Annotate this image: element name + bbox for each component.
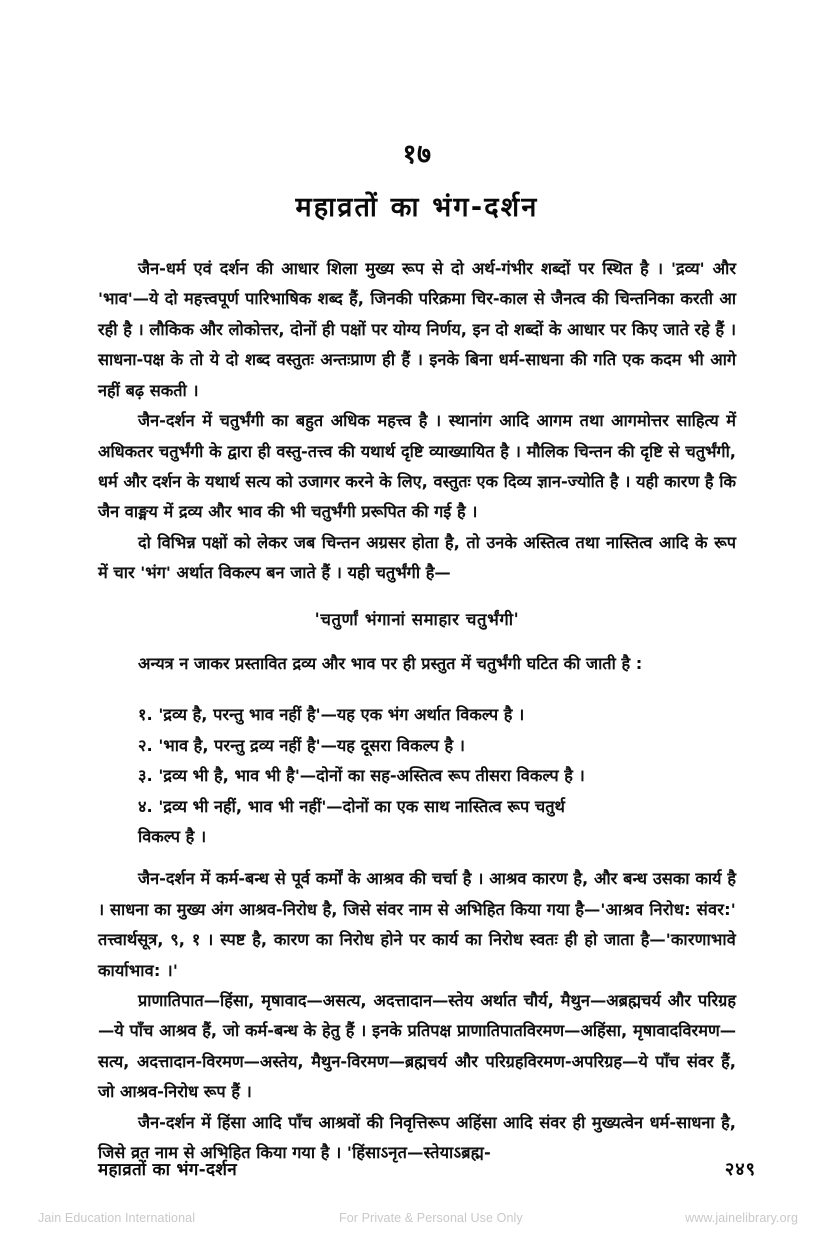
- body-text-block: [98, 254, 736, 1168]
- paragraph-7-text: जैन-दर्शन में हिंसा आदि पाँच आश्रवों की निवृत्तिरूप अहिंसा आदि संवर ही मुख्यत्वेन धर्म-साधना है, जिसे व्रत नाम से अभिहित किया गया है ।: [98, 1112, 736, 1163]
- chapter-title: महाव्रतों का भंग-दर्शन: [295, 191, 539, 223]
- paragraph-3: दो विभिन्न पक्षों को लेकर जब चिन्तन अग्रसर होता है, तो उनके अस्तित्व तथा नास्तित्व आदि के रूप में चार 'भंग' अर्थात विकल्प बन जाते हैं । यही चतुर्भंगी है—: [98, 532, 736, 583]
- paragraph-5-text-b: तत्त्वार्थसूत्र, ९, १ । स्पष्ट है, कारण का निरोध होने पर कार्य का निरोध स्वतः ही हो जाता है—: [98, 930, 666, 950]
- scan-watermark-bar: [0, 1205, 828, 1231]
- paragraph-4: अन्यत्र न जाकर प्रस्तावित द्रव्य और भाव पर ही प्रस्तुत में चतुर्भंगी घटित की जाती है :: [138, 653, 643, 673]
- folio-page-number: २४९: [724, 1159, 756, 1180]
- spacer: [98, 679, 736, 686]
- footer-running-title: महाव्रतों का भंग-दर्शन: [98, 1160, 237, 1180]
- list-item: ४. 'द्रव्य भी नहीं, भाव भी नहीं'—दोनों का एक साथ नास्तित्व रूप चतुर्थ: [138, 796, 565, 816]
- chapter-number: १७: [402, 139, 432, 170]
- chaturbhangi-list: [98, 700, 736, 822]
- sanskrit-quote-asrava-nirodha: 'आश्रव निरोध: संवर:': [600, 899, 736, 919]
- list-item-continuation: विकल्प है ।: [138, 826, 207, 846]
- watermark-website-url: www.jainelibrary.org: [685, 1211, 798, 1225]
- list-item: २. 'भाव है, परन्तु द्रव्य नहीं है'—यह दूसरा विकल्प है ।: [138, 735, 465, 755]
- paragraph-6: प्राणातिपात—हिंसा, मृषावाद—असत्य, अदत्तादान—स्तेय अर्थात चौर्य, मैथुन—अब्रह्मचर्य और परिग्रह—ये पाँच आश्रव हैं, जो कर्म-बन्ध के हेतु हैं । इनके प्रतिपक्ष प्राणातिपातविरमण—अहिंसा, मृषावादविरमण—सत्य, अदत्तादान-विरमण—अस्तेय, मैथुन-विरमण—ब्रह्मचर्य और परिग्रहविरमण-अपरिग्रह—ये पाँच संवर हैं, जो आश्रव-निरोध रूप हैं ।: [98, 991, 736, 1102]
- running-footer: [98, 1157, 756, 1181]
- centered-sanskrit-quote: 'चतुर्णां भंगानां समाहार चतुर्भंगी': [314, 609, 520, 629]
- sanskrit-quote-karanabhave: 'कारणाभावे कार्याभाव: ।': [98, 930, 736, 980]
- paragraph-5-text-a: जैन-दर्शन में कर्म-बन्ध से पूर्व कर्मों के आश्रव की चर्चा है । आश्रव कारण है, और बन्ध उसका कार्य है । साधना का मुख्य अंग आश्रव-निरोध है, जिसे संवर नाम से अभिहित किया गया है—: [98, 869, 736, 919]
- paragraph-1: जैन-धर्म एवं दर्शन की आधार शिला मुख्य रूप से दो अर्थ-गंभीर शब्दों पर स्थित है । 'द्रव्य' और 'भाव'—ये दो महत्त्वपूर्ण पारिभाषिक शब्द हैं, जिनकी परिक्रमा चिर-काल से जैनत्व की चिन्तनिका करती आ रही है । लौकिक और लोकोत्तर, दोनों ही पक्षों पर योग्य निर्णय, इन दो शब्दों के आधार पर किए जाते रहे हैं । साधना-पक्ष के तो ये दो शब्द वस्तुतः अन्तःप्राण ही हैं । इनके बिना धर्म-साधना की गति एक कदम भी आगे नहीं बढ़ सकती ।: [98, 259, 736, 400]
- spacer: [98, 852, 736, 864]
- watermark-organization: Jain Education International: [38, 1211, 196, 1225]
- paragraph-5: [98, 864, 736, 986]
- watermark-usage-notice: For Private & Personal Use Only: [339, 1211, 523, 1225]
- sanskrit-quote-himsanrita: 'हिंसाऽनृत—स्तेयाऽब्रह्म-: [346, 1143, 491, 1163]
- paragraph-2: जैन-दर्शन में चतुर्भंगी का बहुत अधिक महत्त्व है । स्थानांग आदि आगम तथा आगमोत्तर साहित्य में अधिकतर चतुर्भंगी के द्वारा ही वस्तु-तत्त्व की यथार्थ दृष्टि व्याख्यायित है । मौलिक चिन्तन की दृष्टि से चतुर्भंगी, धर्म और दर्शन के यथार्थ सत्य को उजागर करने के लिए, वस्तुतः एक दिव्य ज्ञान-ज्योति है । यही कारण है कि जैन वाङ्मय में द्रव्य और भाव की भी चतुर्भंगी प्ररूपित की गई है ।: [98, 411, 736, 522]
- page-content-column: [98, 0, 736, 1168]
- list-item: १. 'द्रव्य है, परन्तु भाव नहीं है'—यह एक भंग अर्थात विकल्प है ।: [138, 705, 525, 725]
- list-item: ३. 'द्रव्य भी है, भाव भी है'—दोनों का सह-अस्तित्व रूप तीसरा विकल्प है ।: [138, 766, 585, 786]
